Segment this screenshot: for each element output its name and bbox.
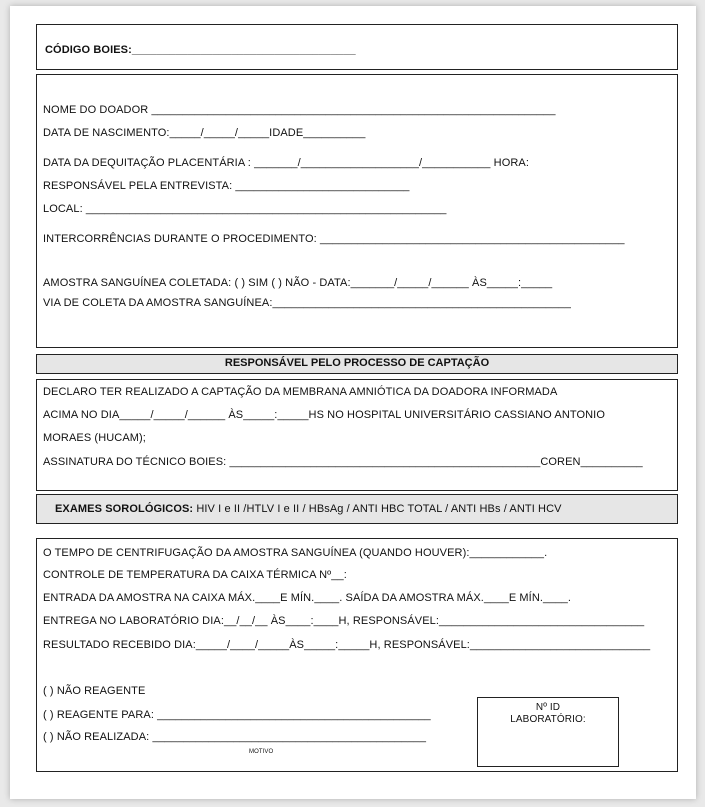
resultado-recebido-field[interactable]: RESULTADO RECEBIDO DIA:_____/____/_____ÀS_____:_____H, RESPONSÁVEL:_____________________________ (43, 639, 651, 651)
responsavel-entrevista-field[interactable]: RESPONSÁVEL PELA ENTREVISTA: ____________________________ (43, 180, 410, 192)
captacao-header (36, 354, 678, 374)
captacao-line-3: MORAES (HUCAM); (43, 432, 146, 444)
amostra-coletada-field[interactable]: AMOSTRA SANGUÍNEA COLETADA: ( ) SIM ( ) NÃO - DATA:_______/_____/______ ÀS_____:_____ (43, 277, 553, 289)
entrada-saida-field[interactable]: ENTRADA DA AMOSTRA NA CAIXA MÁX.____E MÍN.____. SAÍDA DA AMOSTRA MÁX.____E MÍN.____. (43, 592, 572, 604)
motivo-label: MOTIVO (249, 749, 274, 755)
exames-list: HIV I e II /HTLV I e II / HBsAg / ANTI HBC TOTAL / ANTI HBs / ANTI HCV (196, 503, 562, 515)
codigo-box (36, 24, 678, 70)
controle-temperatura-field[interactable]: CONTROLE DE TEMPERATURA DA CAIXA TÉRMICA Nº__: (43, 569, 347, 581)
exames-box (36, 494, 678, 524)
donor-box (36, 74, 678, 348)
captacao-title: RESPONSÁVEL PELO PROCESSO DE CAPTAÇÃO (224, 357, 490, 369)
intercorrencias-field[interactable]: INTERCORRÊNCIAS DURANTE O PROCEDIMENTO: _________________________________________________ (43, 233, 625, 245)
local-field[interactable]: LOCAL: __________________________________________________________ (43, 203, 447, 215)
tempo-centrifugacao-field[interactable]: O TEMPO DE CENTRIFUGAÇÃO DA AMOSTRA SANGUÍNEA (QUANDO HOUVER):____________. (43, 547, 548, 559)
codigo-field[interactable]: CÓDIGO BOIES:____________________________________ (45, 44, 356, 56)
exames-text (55, 503, 562, 515)
nascimento-field[interactable]: DATA DE NASCIMENTO:_____/_____/_____IDADE__________ (43, 127, 366, 139)
reagente-para-field[interactable]: ( ) REAGENTE PARA: ____________________________________________ (43, 709, 431, 721)
form-sheet (10, 6, 696, 799)
nao-realizada-field[interactable]: ( ) NÃO REALIZADA: ____________________________________________ (43, 731, 427, 743)
laboratorio-box (36, 538, 678, 772)
dequitacao-field[interactable]: DATA DA DEQUITAÇÃO PLACENTÁRIA : _______/___________________/___________ HORA: (43, 157, 529, 169)
assinatura-tecnico-field[interactable]: ASSINATURA DO TÉCNICO BOIES: __________________________________________________COREN__________ (43, 456, 643, 468)
exames-label: EXAMES SOROLÓGICOS: (55, 503, 194, 515)
nome-field[interactable]: NOME DO DOADOR _________________________________________________________________ (43, 104, 556, 116)
entrega-laboratorio-field[interactable]: ENTREGA NO LABORATÓRIO DIA:__/__/__ ÀS____:____H, RESPONSÁVEL:_________________________________ (43, 615, 645, 627)
captacao-box (36, 379, 678, 491)
captacao-line-1: DECLARO TER REALIZADO A CAPTAÇÃO DA MEMBRANA AMNIÓTICA DA DOADORA INFORMADA (43, 386, 558, 398)
via-coleta-field[interactable]: VIA DE COLETA DA AMOSTRA SANGUÍNEA:________________________________________________ (43, 297, 571, 309)
id-laboratorio-label: Nº ID LABORATÓRIO: (510, 702, 586, 725)
id-laboratorio-box[interactable] (477, 697, 619, 767)
nao-reagente-checkbox[interactable]: ( ) NÃO REAGENTE (43, 685, 146, 697)
captacao-line-2[interactable]: ACIMA NO DIA_____/_____/______ ÀS_____:_____HS NO HOSPITAL UNIVERSITÁRIO CASSIANO ANTONIO (43, 409, 605, 421)
